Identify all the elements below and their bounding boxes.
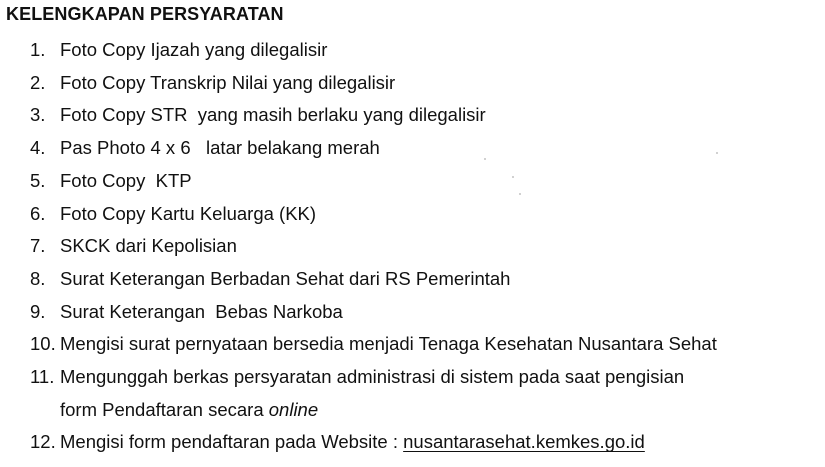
list-item [30, 361, 820, 426]
item-number: 11. [30, 366, 55, 388]
item-text: Foto Copy Kartu Keluarga (KK) [60, 202, 317, 224]
requirements-list [30, 34, 820, 459]
item-text-block [60, 361, 820, 426]
item-number: 7. [30, 235, 46, 257]
item-text: Foto Copy STR yang masih berlaku yang dilegalisir [60, 104, 486, 126]
item-number: 4. [30, 137, 46, 159]
list-item [30, 99, 820, 132]
item-text: Surat Keterangan Berbadan Sehat dari RS Pemerintah [60, 267, 511, 289]
item-number: 10. [30, 333, 56, 355]
item-text: Foto Copy KTP [60, 169, 192, 191]
list-item [30, 296, 820, 329]
list-item [30, 328, 820, 361]
item-text: Foto Copy Ijazah yang dilegalisir [60, 39, 328, 60]
item-number: 3. [30, 104, 46, 126]
item-text: SKCK dari Kepolisian [60, 235, 237, 257]
item-number: 8. [30, 267, 46, 289]
item-text: Surat Keterangan Bebas Narkoba [60, 300, 343, 322]
item-number: 9. [30, 300, 46, 322]
list-item [30, 426, 820, 459]
item-text-block [60, 426, 820, 459]
scan-speck [716, 152, 718, 154]
online-emphasis: online [268, 398, 319, 420]
list-item [30, 34, 820, 67]
list-item [30, 230, 820, 263]
item-text: Pas Photo 4 x 6 latar belakang merah [60, 137, 380, 159]
item-text: Mengunggah berkas persyaratan administrasi di sistem pada saat pengisian [60, 366, 685, 388]
item-text-prefix: form Pendaftaran secara [60, 398, 269, 420]
item-number: 12. [30, 431, 56, 453]
list-item [30, 132, 820, 165]
item-number: 1. [30, 39, 46, 60]
scan-speck [512, 176, 514, 178]
scan-speck [484, 158, 486, 160]
item-number: 2. [30, 71, 46, 93]
document-heading: KELENGKAPAN PERSYARATAN [6, 4, 284, 24]
scan-speck [519, 193, 521, 195]
list-item [30, 67, 820, 100]
item-text: Mengisi surat pernyataan bersedia menjadi Tenaga Kesehatan Nusantara Sehat [60, 333, 717, 355]
item-text: Foto Copy Transkrip Nilai yang dilegalisir [60, 71, 396, 93]
item-text-continuation [60, 394, 820, 427]
list-item [30, 165, 820, 198]
list-item [30, 263, 820, 296]
item-number: 5. [30, 169, 46, 191]
website-link[interactable]: nusantarasehat.kemkes.go.id [403, 431, 645, 453]
item-text: Mengisi form pendaftaran pada Website : [60, 431, 404, 453]
list-item [30, 198, 820, 231]
item-number: 6. [30, 202, 46, 224]
